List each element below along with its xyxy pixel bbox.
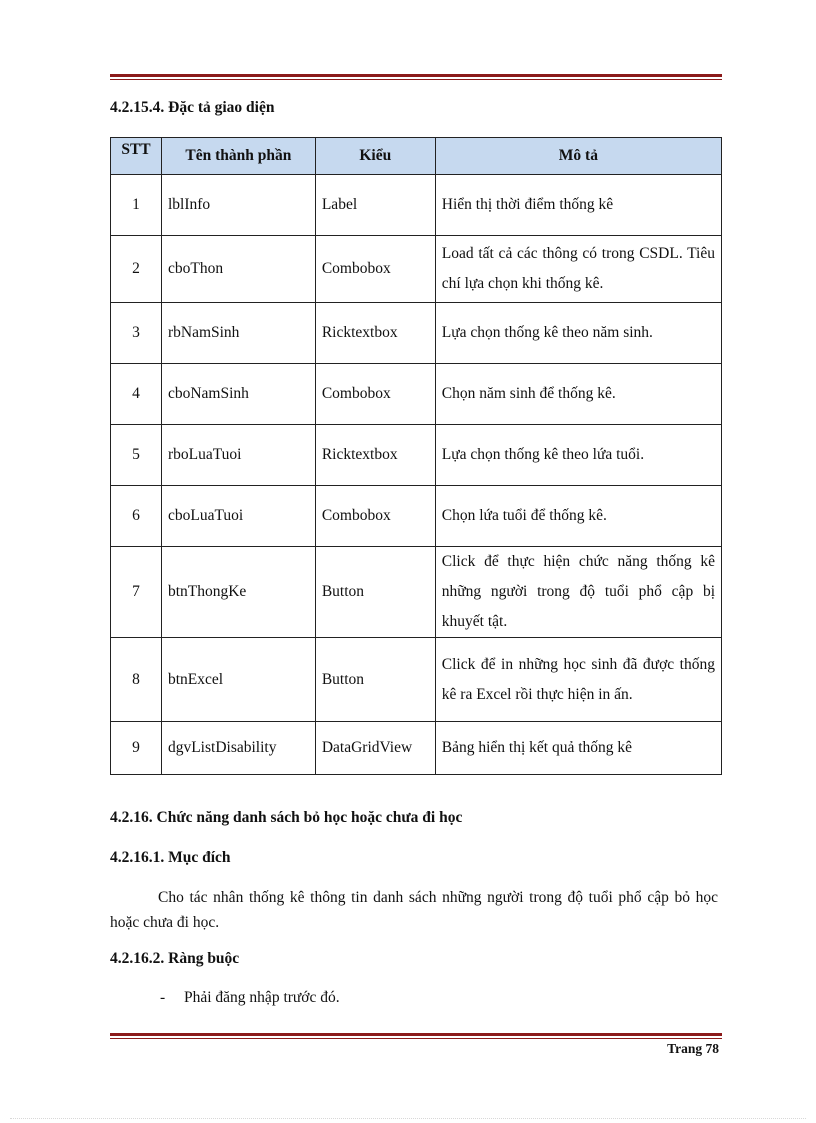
- cell-stt: 8: [111, 638, 162, 722]
- table-row: [111, 547, 722, 638]
- table-header-row: [111, 138, 722, 175]
- cell-desc: Lựa chọn thống kê theo lứa tuổi.: [435, 425, 721, 486]
- cell-type: Combobox: [315, 486, 435, 547]
- cell-stt: 1: [111, 175, 162, 236]
- cell-name: btnThongKe: [161, 547, 315, 638]
- cell-name: lblInfo: [161, 175, 315, 236]
- section-heading-4-2-16: 4.2.16. Chức năng danh sách bỏ học hoặc chưa đi học: [110, 809, 463, 826]
- table-row: [111, 638, 722, 722]
- constraint-bullet: [160, 989, 340, 1007]
- table-row: [111, 175, 722, 236]
- header-type: Kiểu: [315, 138, 435, 175]
- cell-desc: Bảng hiển thị kết quả thống kê: [435, 722, 721, 775]
- cell-type: Ricktextbox: [315, 303, 435, 364]
- cell-type: DataGridView: [315, 722, 435, 775]
- cell-name: btnExcel: [161, 638, 315, 722]
- cell-stt: 3: [111, 303, 162, 364]
- purpose-paragraph: Cho tác nhân thống kê thông tin danh sách những người trong độ tuổi phổ cập bỏ học hoặc chưa đi học.: [110, 889, 718, 931]
- cell-type: Label: [315, 175, 435, 236]
- cell-name: cboNamSinh: [161, 364, 315, 425]
- cell-type: Combobox: [315, 364, 435, 425]
- cell-name: rboLuaTuoi: [161, 425, 315, 486]
- table-row: [111, 303, 722, 364]
- cell-name: cboLuaTuoi: [161, 486, 315, 547]
- table-row: [111, 364, 722, 425]
- interface-spec-table: [110, 137, 722, 775]
- cell-stt: 9: [111, 722, 162, 775]
- section-title: 4.2.15.4. Đặc tả giao diện: [110, 99, 275, 116]
- page-edge-divider: [10, 1118, 806, 1119]
- cell-name: cboThon: [161, 236, 315, 303]
- cell-desc: Chọn năm sinh để thống kê.: [435, 364, 721, 425]
- cell-stt: 7: [111, 547, 162, 638]
- cell-type: Combobox: [315, 236, 435, 303]
- cell-type: Button: [315, 638, 435, 722]
- table-row: [111, 425, 722, 486]
- header-component-name: Tên thành phần: [161, 138, 315, 175]
- cell-stt: 2: [111, 236, 162, 303]
- bullet-text: Phải đăng nhập trước đó.: [184, 989, 340, 1006]
- cell-stt: 4: [111, 364, 162, 425]
- cell-type: Ricktextbox: [315, 425, 435, 486]
- header-stt: STT: [111, 138, 162, 175]
- cell-type: Button: [315, 547, 435, 638]
- cell-stt: 6: [111, 486, 162, 547]
- cell-desc: Chọn lứa tuổi để thống kê.: [435, 486, 721, 547]
- cell-desc: Hiển thị thời điểm thống kê: [435, 175, 721, 236]
- cell-name: rbNamSinh: [161, 303, 315, 364]
- section-heading-constraints: 4.2.16.2. Ràng buộc: [110, 950, 240, 967]
- bullet-dash: -: [160, 989, 166, 1006]
- footer-rule: [110, 1033, 722, 1039]
- header-rule: [110, 74, 722, 80]
- header-description: Mô tả: [435, 138, 721, 175]
- cell-desc: Load tất cả các thông có trong CSDL. Tiêu chí lựa chọn khi thống kê.: [435, 236, 721, 303]
- page-number: Trang 78: [667, 1041, 719, 1056]
- cell-name: dgvListDisability: [161, 722, 315, 775]
- table-row: [111, 486, 722, 547]
- table-row: [111, 722, 722, 775]
- cell-desc: Click để thực hiện chức năng thống kê những người trong độ tuổi phổ cập bị khuyết tật.: [435, 547, 721, 638]
- cell-desc: Lựa chọn thống kê theo năm sinh.: [435, 303, 721, 364]
- cell-stt: 5: [111, 425, 162, 486]
- section-heading-purpose: 4.2.16.1. Mục đích: [110, 849, 231, 866]
- cell-desc: Click để in những học sinh đã được thống kê ra Excel rồi thực hiện in ấn.: [435, 638, 721, 722]
- table-row: [111, 236, 722, 303]
